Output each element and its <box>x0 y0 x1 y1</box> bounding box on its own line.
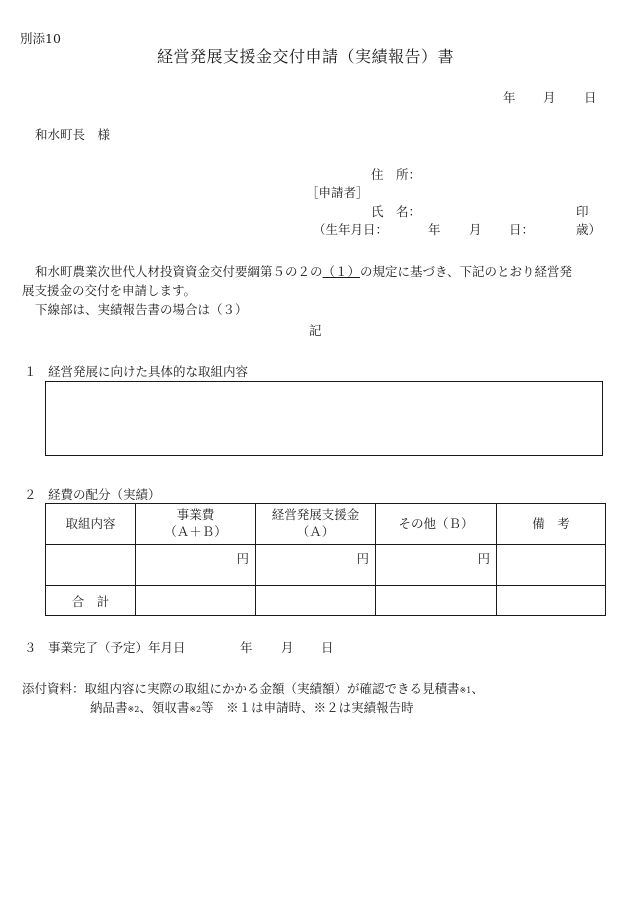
birthdate-month: 月 <box>469 222 482 237</box>
body-line-1 <box>35 264 572 279</box>
section-3-title: 事業完了（予定）年月日 <box>48 640 186 655</box>
completion-month: 月 <box>281 640 294 655</box>
attachments-notes: 等 ※１は申請時、※２は実績報告時 <box>201 700 414 715</box>
header-support-fund <box>256 504 376 545</box>
total-row <box>46 586 606 616</box>
date-month-label: 月 <box>543 90 556 105</box>
header-activity: 取組内容 <box>46 504 136 545</box>
expense-table <box>45 503 606 616</box>
date-year-label: 年 <box>503 90 516 105</box>
page-title: 経営発展支援金交付申請（実績報告）書 <box>157 47 455 66</box>
note-mark-1: ※1 <box>459 686 472 695</box>
body-line-1-after: の規定に基づき、下記のとおり経営発 <box>360 264 573 279</box>
cell-other[interactable] <box>376 545 497 586</box>
cell-activity[interactable] <box>46 545 136 586</box>
total-project-cost[interactable] <box>136 586 256 616</box>
cell-project-cost[interactable] <box>136 545 256 586</box>
attachments-line-2 <box>90 700 414 715</box>
section-2-number: ２ <box>24 487 37 502</box>
note-mark-2a: ※2 <box>127 705 140 714</box>
applicant-label: ［申請者］ <box>306 185 369 200</box>
unit-yen: 円 <box>236 551 249 566</box>
total-remarks[interactable] <box>497 586 606 616</box>
applicant-name-label: 氏 名： <box>371 204 422 219</box>
applicant-address-label: 住 所： <box>371 167 422 182</box>
table-row <box>46 545 606 586</box>
body-line-3: 下線部は、実績報告書の場合は（３） <box>35 302 248 317</box>
header-remarks: 備 考 <box>497 504 606 545</box>
section-3-number: ３ <box>24 640 37 655</box>
seal-mark: 印 <box>576 204 589 219</box>
header-other: その他（Ｂ） <box>376 504 497 545</box>
date-day-label: 日 <box>584 90 597 105</box>
birthdate-year: 年 <box>428 222 441 237</box>
attachments-receipt: 、領収書 <box>139 700 190 715</box>
attachments-text-1: 取組内容に実際の取組にかかる金額（実績額）が確認できる見積書 <box>84 681 460 696</box>
table-header-row <box>46 504 606 545</box>
activity-content-box[interactable] <box>45 381 603 456</box>
cell-support-fund[interactable] <box>256 545 376 586</box>
note-mark-2b: ※2 <box>189 705 202 714</box>
cell-remarks[interactable] <box>497 545 606 586</box>
total-other[interactable] <box>376 586 497 616</box>
total-support-fund[interactable] <box>256 586 376 616</box>
completion-day: 日 <box>321 640 334 655</box>
attachments-line-1 <box>22 681 484 696</box>
attachments-label: 添付資料： <box>22 681 85 696</box>
section-2-title: 経費の配分（実績） <box>48 487 161 502</box>
ki-heading: 記 <box>309 323 322 338</box>
unit-yen: 円 <box>477 551 490 566</box>
section-1-number: １ <box>24 364 37 379</box>
birthdate-open: （生年月日： <box>313 222 389 237</box>
section-1-title: 経営発展に向けた具体的な取組内容 <box>48 364 249 379</box>
header-project-cost-line1: 事業費 <box>176 507 215 523</box>
addressee: 和水町長 様 <box>35 127 111 142</box>
attachments-delivery-note: 納品書 <box>90 700 128 715</box>
body-line-1-before: 和水町農業次世代人材投資資金交付要綱第５の２の <box>35 264 323 279</box>
form-number: 別添10 <box>20 31 61 46</box>
unit-yen: 円 <box>356 551 369 566</box>
header-support-fund-line2: （Ａ） <box>296 524 335 539</box>
completion-year: 年 <box>240 640 253 655</box>
underlined-clause: （１） <box>322 264 361 279</box>
attachments-text-1-end: 、 <box>471 681 484 696</box>
total-label: 合 計 <box>46 586 136 616</box>
header-project-cost-line2: （Ａ＋Ｂ） <box>164 524 227 539</box>
header-project-cost <box>136 504 256 545</box>
birthdate-day: 日： <box>509 222 535 237</box>
header-support-fund-line1: 経営発展支援金 <box>271 507 360 523</box>
birthdate-age: 歳） <box>576 222 602 237</box>
body-line-2: 展支援金の交付を申請します。 <box>22 283 197 298</box>
